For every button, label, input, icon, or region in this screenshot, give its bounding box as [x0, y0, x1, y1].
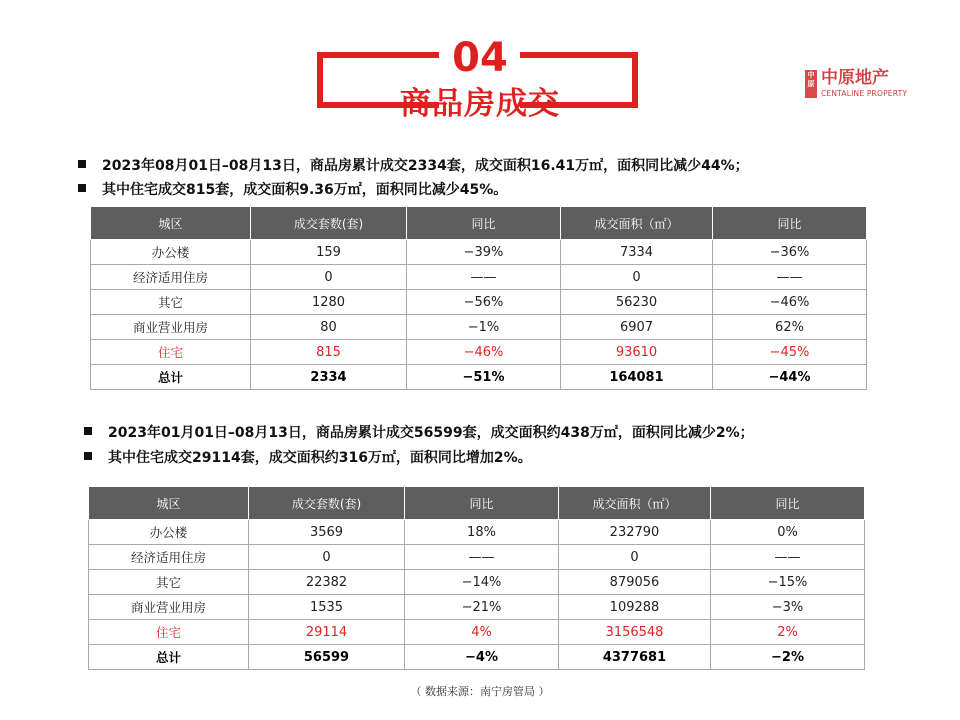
cell-area-yoy: 62% — [713, 315, 867, 340]
cell-units: 2334 — [251, 365, 407, 390]
deal-table-august — [90, 206, 867, 390]
cell-area-yoy: −46% — [713, 290, 867, 315]
bullet-text: 其中住宅成交815套，成交面积9.36万㎡，面积同比减少45%。 — [102, 182, 508, 198]
cell-units: 1535 — [249, 595, 405, 620]
bullet-square-icon — [84, 427, 92, 435]
cell-units: 815 — [251, 340, 407, 365]
cell-units-yoy: −1% — [407, 315, 561, 340]
cell-units-yoy: −46% — [407, 340, 561, 365]
cell-area: 4377681 — [559, 645, 711, 670]
cell-district: 经济适用住房 — [89, 545, 249, 570]
cell-district: 商业营业用房 — [89, 595, 249, 620]
cell-district: 商业营业用房 — [91, 315, 251, 340]
cell-area: 7334 — [561, 240, 713, 265]
table-row-residential — [91, 340, 867, 365]
cell-units: 29114 — [249, 620, 405, 645]
cell-area-yoy: —— — [711, 545, 865, 570]
table-header-row — [89, 487, 865, 520]
cell-area-yoy: −2% — [711, 645, 865, 670]
cell-area-yoy: −45% — [713, 340, 867, 365]
cell-units-yoy: −21% — [405, 595, 559, 620]
bullet-text: 2023年08月01日–08月13日，商品房累计成交2334套，成交面积16.41万㎡，面积同比减少44%； — [102, 158, 749, 174]
cell-district: 其它 — [89, 570, 249, 595]
table-row — [91, 265, 867, 290]
deal-table-ytd — [88, 486, 865, 670]
section-title: 商品房成交 — [400, 86, 560, 122]
cell-units-yoy: −56% — [407, 290, 561, 315]
bullet-square-icon — [78, 184, 86, 192]
col-header-units: 成交套数(套) — [251, 207, 407, 240]
col-header-area: 成交面积（㎡） — [559, 487, 711, 520]
cell-units-yoy: —— — [407, 265, 561, 290]
cell-area: 6907 — [561, 315, 713, 340]
col-header-area-yoy: 同比 — [713, 207, 867, 240]
cell-district: 住宅 — [89, 620, 249, 645]
cell-units: 22382 — [249, 570, 405, 595]
cell-area-yoy: 2% — [711, 620, 865, 645]
cell-area-yoy: −15% — [711, 570, 865, 595]
table-row — [89, 570, 865, 595]
table-row — [89, 595, 865, 620]
summary-bullet — [84, 423, 754, 443]
cell-units-yoy: −51% — [407, 365, 561, 390]
cell-area: 0 — [561, 265, 713, 290]
cell-area: 3156548 — [559, 620, 711, 645]
col-header-units-yoy: 同比 — [407, 207, 561, 240]
cell-units: 56599 — [249, 645, 405, 670]
cell-area-yoy: −36% — [713, 240, 867, 265]
cell-area: 56230 — [561, 290, 713, 315]
cell-area: 164081 — [561, 365, 713, 390]
cell-units-yoy: −14% — [405, 570, 559, 595]
cell-area-yoy: −3% — [711, 595, 865, 620]
table-row-residential — [89, 620, 865, 645]
section-number: 04 — [452, 35, 508, 81]
table-header-row — [91, 207, 867, 240]
logo-cn-text: 中原地产 — [821, 68, 889, 88]
bullet-text: 其中住宅成交29114套，成交面积约316万㎡，面积同比增加2%。 — [108, 450, 532, 466]
cell-units: 0 — [251, 265, 407, 290]
cell-area: 109288 — [559, 595, 711, 620]
cell-units-yoy: —— — [405, 545, 559, 570]
cell-district: 经济适用住房 — [91, 265, 251, 290]
bullet-text: 2023年01月01日–08月13日，商品房累计成交56599套，成交面积约438万㎡，面积同比减少2%； — [108, 425, 754, 441]
cell-district: 住宅 — [91, 340, 251, 365]
table-row — [91, 240, 867, 265]
cell-units: 3569 — [249, 520, 405, 545]
cell-units-yoy: −4% — [405, 645, 559, 670]
cell-district: 办公楼 — [89, 520, 249, 545]
table-row — [91, 315, 867, 340]
cell-district: 其它 — [91, 290, 251, 315]
table-row — [91, 290, 867, 315]
cell-area: 93610 — [561, 340, 713, 365]
table-row-total — [91, 365, 867, 390]
logo-en-text: CENTALINE PROPERTY — [821, 89, 908, 98]
cell-units-yoy: 4% — [405, 620, 559, 645]
col-header-district: 城区 — [91, 207, 251, 240]
bullet-square-icon — [78, 160, 86, 168]
cell-units-yoy: 18% — [405, 520, 559, 545]
col-header-district: 城区 — [89, 487, 249, 520]
cell-district: 总计 — [89, 645, 249, 670]
summary-bullet — [78, 180, 507, 200]
cell-area: 0 — [559, 545, 711, 570]
summary-bullet — [78, 156, 749, 176]
cell-units: 159 — [251, 240, 407, 265]
cell-area-yoy: —— — [713, 265, 867, 290]
cell-district: 办公楼 — [91, 240, 251, 265]
cell-units: 80 — [251, 315, 407, 340]
col-header-area: 成交面积（㎡） — [561, 207, 713, 240]
cell-area-yoy: 0% — [711, 520, 865, 545]
cell-units: 0 — [249, 545, 405, 570]
cell-area: 232790 — [559, 520, 711, 545]
cell-units-yoy: −39% — [407, 240, 561, 265]
cell-area: 879056 — [559, 570, 711, 595]
data-source-note: （ 数据来源：南宁房管局 ） — [410, 685, 550, 698]
cell-units: 1280 — [251, 290, 407, 315]
table-row-total — [89, 645, 865, 670]
summary-bullet — [84, 448, 532, 468]
col-header-units: 成交套数(套) — [249, 487, 405, 520]
bullet-square-icon — [84, 452, 92, 460]
table-row — [89, 545, 865, 570]
col-header-area-yoy: 同比 — [711, 487, 865, 520]
centaline-logo — [805, 68, 915, 102]
logo-mark: 中原 — [805, 70, 817, 98]
col-header-units-yoy: 同比 — [405, 487, 559, 520]
cell-district: 总计 — [91, 365, 251, 390]
table-row — [89, 520, 865, 545]
cell-area-yoy: −44% — [713, 365, 867, 390]
